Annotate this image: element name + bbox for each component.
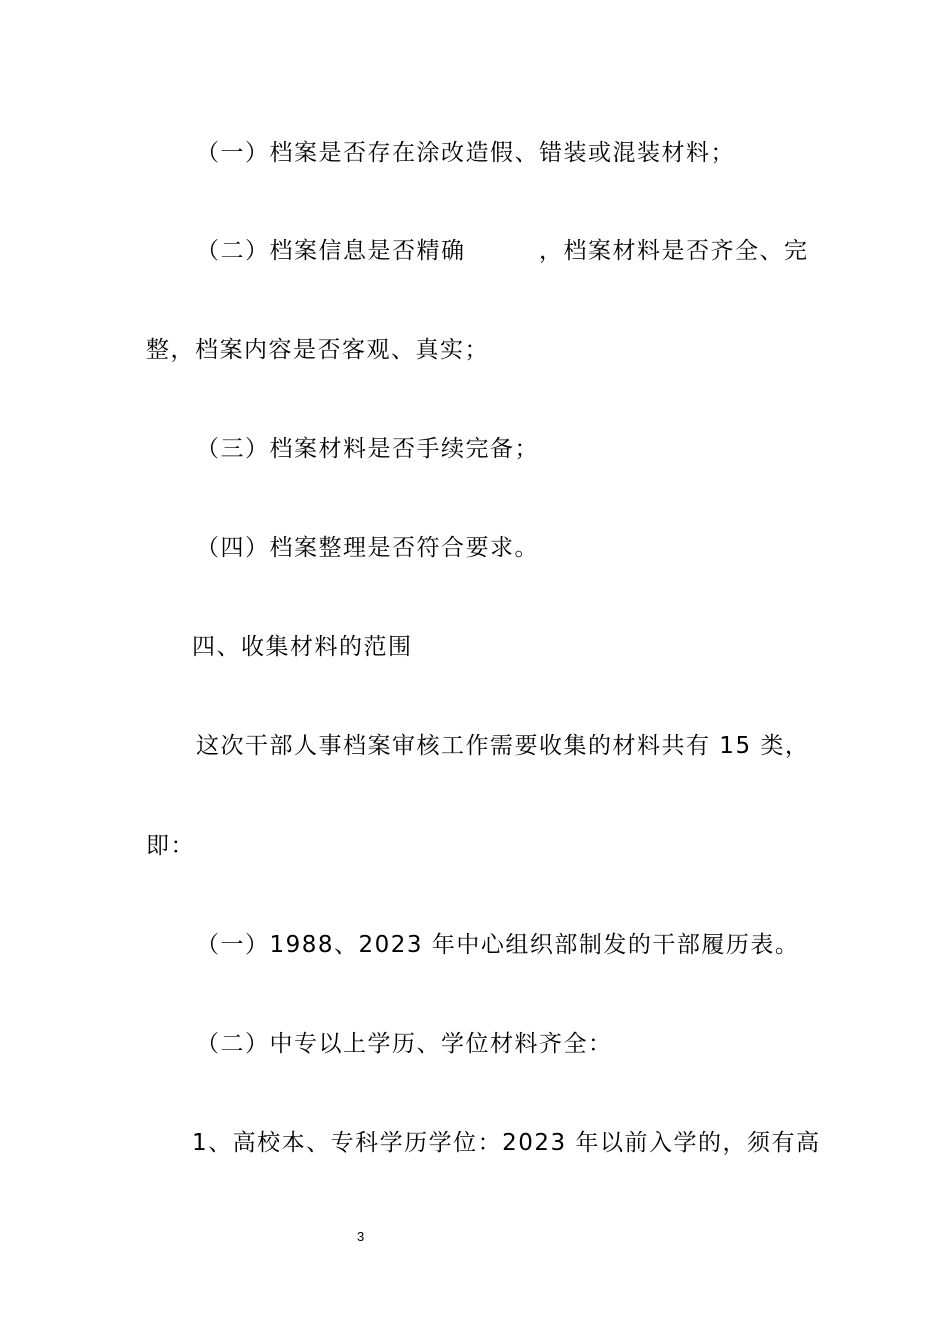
paragraph-line: （一）1988、2023 年中心组织部制发的干部履历表。 (196, 932, 800, 958)
paragraph-line: （四）档案整理是否符合要求。 (196, 535, 539, 561)
paragraph-line: 整，档案内容是否客观、真实； (146, 337, 489, 363)
paragraph-line: （二）中专以上学历、学位材料齐全： (196, 1031, 613, 1057)
paragraph-line: 1、高校本、专科学历学位：2023 年以前入学的，须有高 (192, 1130, 821, 1156)
paragraph-line: 即： (146, 833, 195, 859)
paragraph-line: （三）档案材料是否手续完备； (196, 436, 539, 462)
paragraph-line: （一）档案是否存在涂改造假、错装或混装材料； (196, 140, 735, 166)
section-heading: 四、收集材料的范围 (192, 634, 413, 660)
page-number: 3 (357, 1229, 365, 1244)
paragraph-line: （二）档案信息是否精确 ，档案材料是否齐全、完 (196, 238, 809, 264)
paragraph-line: 这次干部人事档案审核工作需要收集的材料共有 15 类， (196, 733, 810, 759)
